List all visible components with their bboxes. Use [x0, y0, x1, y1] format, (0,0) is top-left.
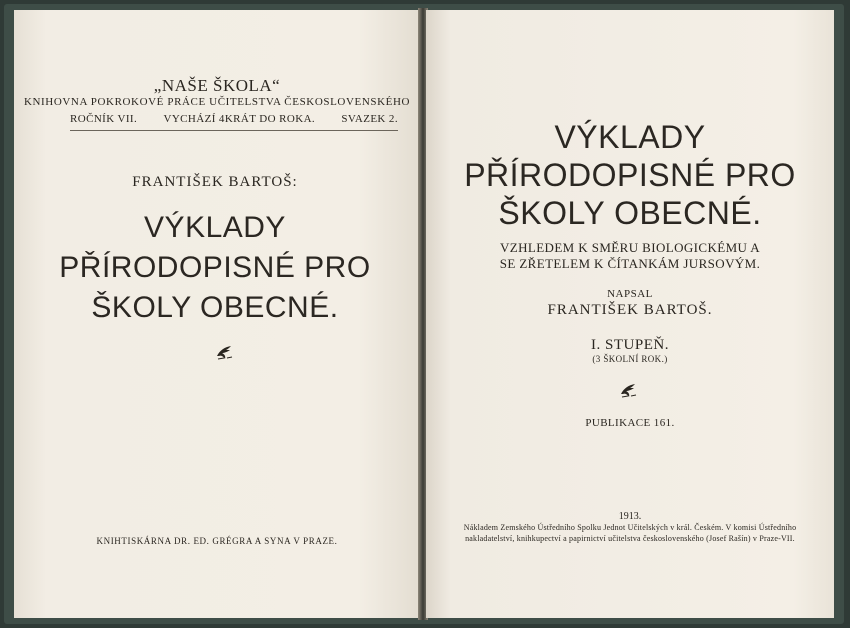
- right-page: [426, 10, 834, 618]
- imprint-line: nakladatelství, knihkupectví a papirnictví učitelstva československého (Josef Rašín) v Praze-VII.: [465, 534, 795, 543]
- series-title: „NAŠE ŠKOLA“: [153, 76, 281, 95]
- title-line: VÝKLADY: [144, 211, 286, 244]
- left-page: [14, 10, 420, 618]
- title-line: ŠKOLY OBECNÉ.: [498, 195, 762, 231]
- publication-year: 1913.: [618, 511, 642, 522]
- leaping-figure-icon: [214, 341, 236, 363]
- publication-number: PUBLIKACE 161.: [585, 417, 675, 429]
- leaping-figure-icon: [618, 379, 640, 401]
- school-year: (3 ŠKOLNÍ ROK.): [592, 354, 668, 364]
- series-info-row: [70, 113, 398, 125]
- series-volume: ROČNÍK VII.: [70, 113, 138, 125]
- title-line: VÝKLADY: [554, 119, 706, 155]
- subtitle-line: SE ZŘETELEM K ČÍTANKÁM JURSOVÝM.: [499, 256, 761, 271]
- title-line: PŘÍRODOPISNÉ PRO: [464, 157, 796, 193]
- title-line: PŘÍRODOPISNÉ PRO: [59, 251, 371, 284]
- right-book-title: [426, 118, 834, 232]
- series-subtitle: KNIHOVNA POKROKOVÉ PRÁCE UČITELSTVA ČESKOSLOVENSKÉHO: [23, 96, 411, 108]
- grade-level: I. STUPEŇ.: [591, 337, 669, 353]
- printer-imprint: KNIHTISKÁRNA DR. ED. GRÉGRA A SYNA V PRAZE.: [96, 536, 338, 546]
- series-frequency: VYCHÁZÍ 4KRÁT DO ROKA.: [163, 113, 316, 125]
- imprint-line: Nákladem Zemského Ústředního Spolku Jednot Učitelských v král. Českém. V komisi Ústředního: [463, 523, 797, 532]
- divider: [70, 130, 398, 131]
- book-subtitle: [426, 240, 834, 272]
- right-author: FRANTIŠEK BARTOŠ.: [547, 302, 713, 318]
- subtitle-line: VZHLEDEM K SMĚRU BIOLOGICKÉMU A: [499, 240, 761, 255]
- series-issue: SVAZEK 2.: [341, 113, 398, 125]
- left-book-title: [14, 208, 418, 328]
- publisher-imprint: [454, 522, 806, 544]
- left-author: FRANTIŠEK BARTOŠ:: [132, 174, 298, 190]
- title-line: ŠKOLY OBECNÉ.: [91, 291, 339, 324]
- written-by-label: NAPSAL: [607, 288, 653, 300]
